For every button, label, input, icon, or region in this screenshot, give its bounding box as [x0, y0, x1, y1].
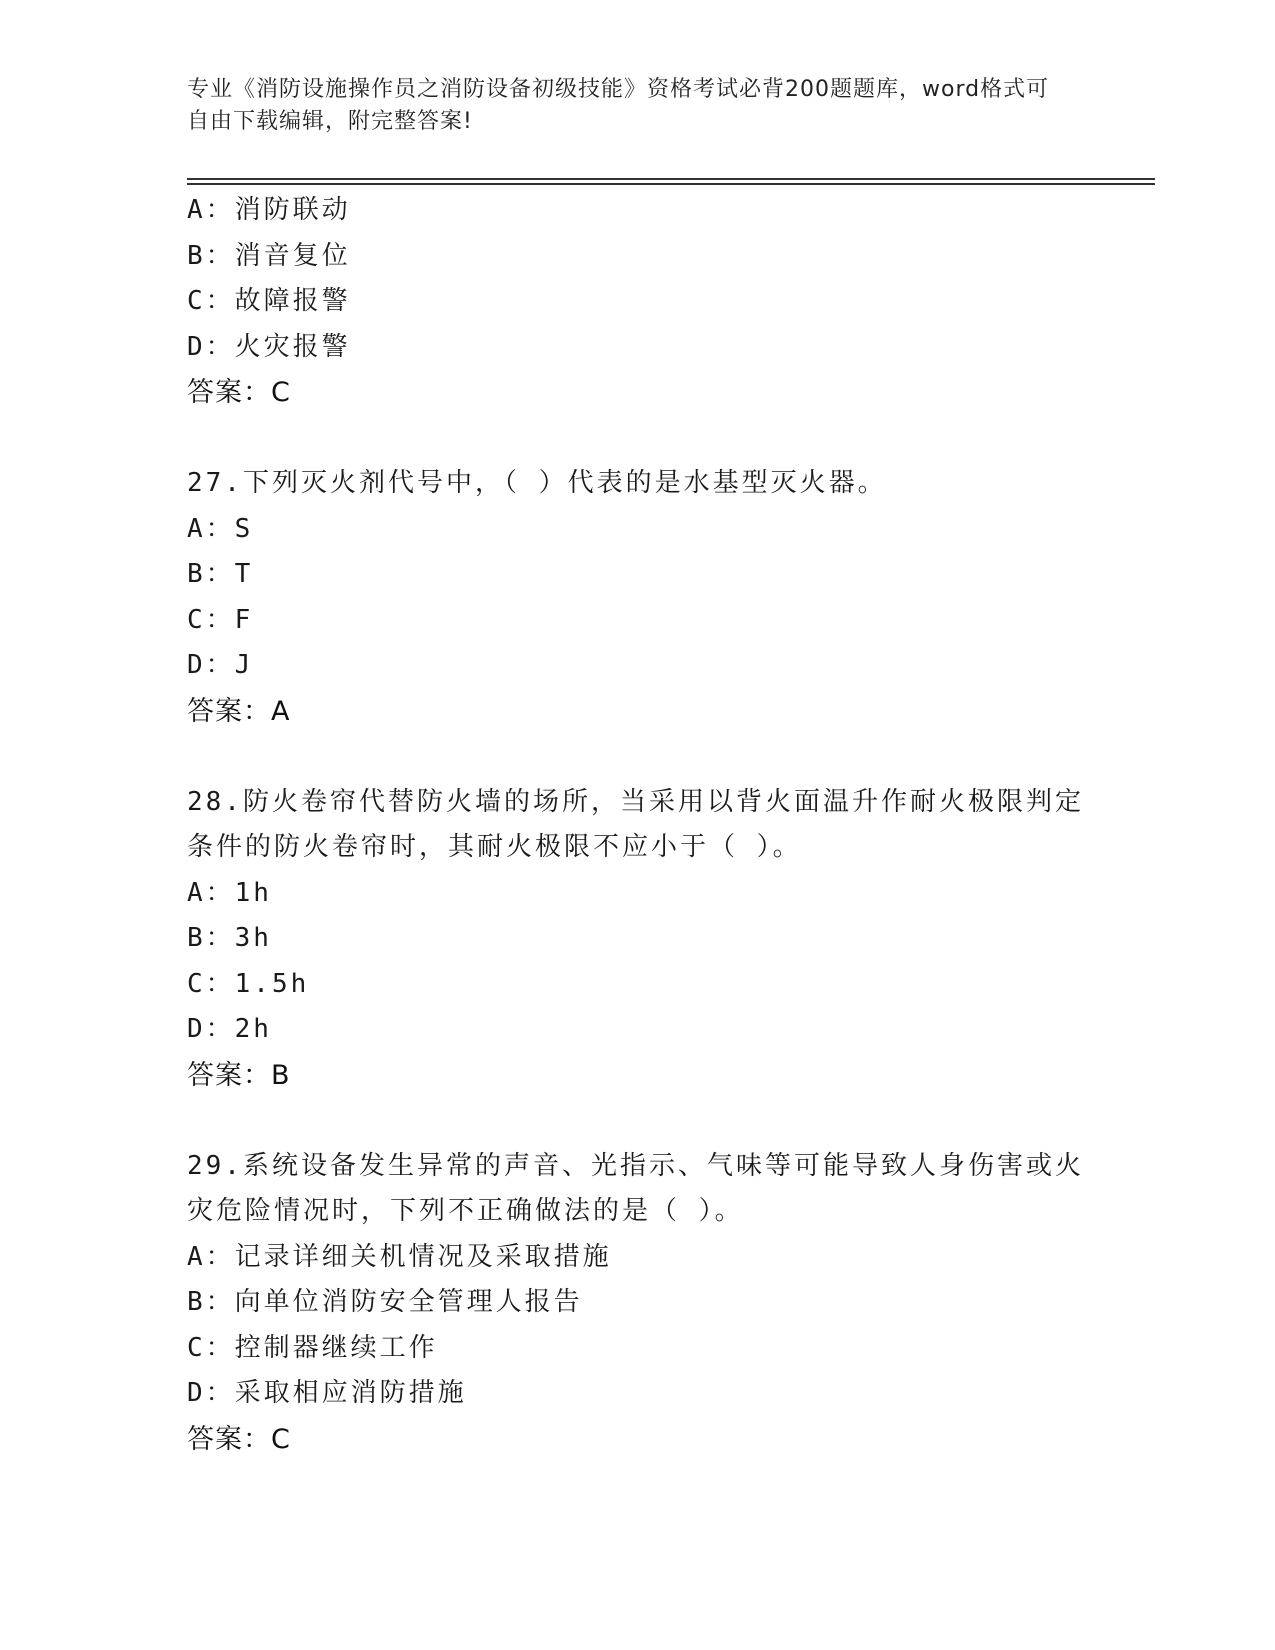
option-a: A：1h — [187, 877, 272, 908]
option-c: C：控制器继续工作 — [187, 1332, 438, 1363]
option-a: A：记录详细关机情况及采取措施 — [187, 1241, 612, 1272]
option-b: B：向单位消防安全管理人报告 — [187, 1287, 583, 1317]
document-header: 专业《消防设施操作员之消防设备初级技能》资格考试必背200题题库，word格式可自由下载编辑，附完整答案! — [187, 77, 1050, 134]
answer-line: 答案：C — [187, 377, 291, 408]
question-text: 29.系统设备发生异常的声音、光指示、气味等可能导致人身伤害或火灾危险情况时，下列不正确做法的是（ ）。 — [187, 1150, 1084, 1226]
header-rule-top — [187, 178, 1155, 180]
answer-line: 答案：B — [187, 1059, 291, 1091]
option-c: C：F — [187, 604, 254, 635]
answer-line: 答案：C — [187, 1423, 291, 1455]
question-block-29 — [187, 1144, 1087, 1463]
option-a: A：消防联动 — [187, 195, 351, 225]
option-b: B：3h — [187, 923, 272, 953]
option-d: D：2h — [187, 1014, 272, 1044]
question-list — [187, 188, 1087, 1462]
question-text: 28.防火卷帘代替防火墙的场所，当采用以背火面温升作耐火极限判定条件的防火卷帘时，其耐火极限不应小于（ ）。 — [187, 786, 1084, 862]
option-d: D：火灾报警 — [187, 331, 351, 362]
option-b: B：消音复位 — [187, 240, 351, 271]
option-c: C：1.5h — [187, 968, 310, 999]
spacer — [187, 1098, 1087, 1144]
option-b: B：T — [187, 559, 254, 589]
spacer — [187, 416, 1087, 462]
question-text: 27.下列灭火剂代号中，（ ）代表的是水基型灭火器。 — [187, 468, 887, 498]
question-block-28 — [187, 780, 1087, 1099]
option-c: C：故障报警 — [187, 286, 351, 316]
question-block-partial — [187, 188, 1087, 416]
option-d: D：采取相应消防措施 — [187, 1378, 467, 1408]
question-block-27 — [187, 461, 1087, 734]
spacer — [187, 734, 1087, 780]
option-a: A：S — [187, 513, 254, 544]
answer-line: 答案：A — [187, 695, 291, 727]
header-rule-bottom — [187, 183, 1155, 185]
option-d: D：J — [187, 650, 254, 680]
